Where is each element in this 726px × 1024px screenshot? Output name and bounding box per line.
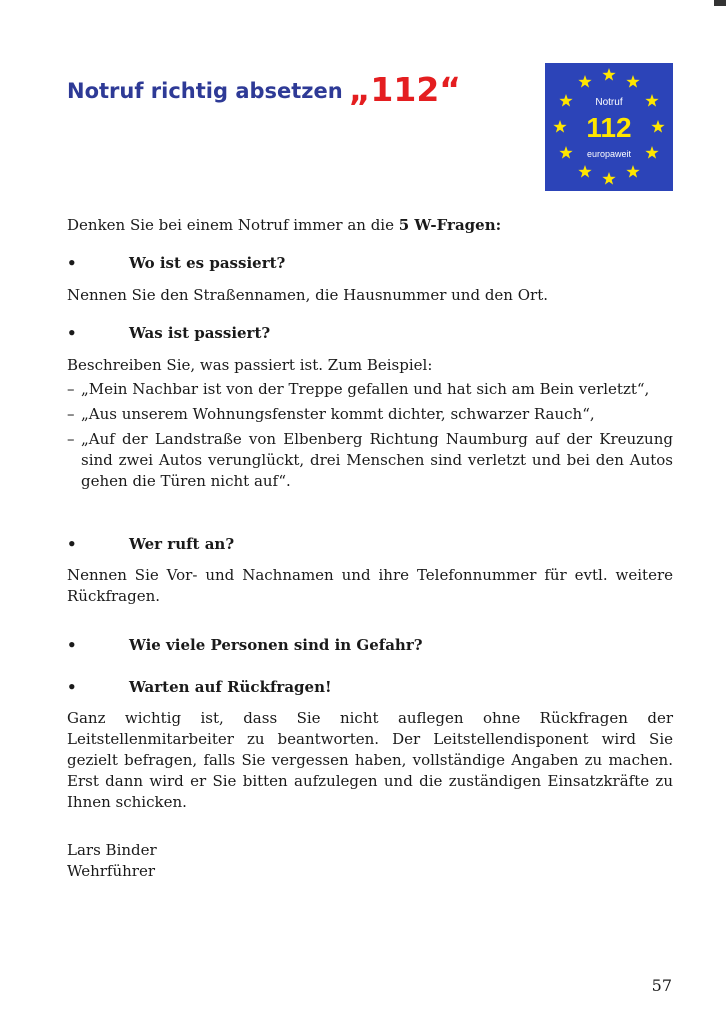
bullet-dot-icon: • bbox=[67, 324, 77, 342]
heading-wo: Wo ist es passiert? bbox=[129, 254, 286, 272]
scan-corner-mark bbox=[714, 0, 726, 6]
list-item: – „Aus unserem Wohnungsfenster kommt dichter, schwarzer Rauch“, bbox=[67, 404, 673, 425]
text-wer: Nennen Sie Vor- und Nachnamen und ihre Telefonnummer für evtl. weitere Rückfragen. bbox=[67, 566, 673, 605]
examples-list bbox=[67, 379, 673, 492]
page-title-text: Notruf richtig absetzen bbox=[67, 79, 343, 103]
signature bbox=[67, 840, 157, 882]
bullet-dot-icon: • bbox=[67, 636, 77, 654]
emblem-line1: Notruf bbox=[595, 97, 623, 108]
intro-text-main: Denken Sie bei einem Notruf immer an die bbox=[67, 216, 399, 234]
signature-role: Wehrführer bbox=[67, 862, 155, 880]
signature-name: Lars Binder bbox=[67, 841, 157, 859]
emblem-line3: europaweit bbox=[586, 149, 632, 159]
heading-warten: Warten auf Rückfragen! bbox=[129, 678, 332, 696]
heading-wieviele: Wie viele Personen sind in Gefahr? bbox=[129, 636, 423, 654]
intro-text bbox=[67, 215, 501, 236]
bullet-dot-icon: • bbox=[67, 678, 77, 696]
heading-wer: Wer ruft an? bbox=[129, 535, 235, 553]
text-was: Beschreiben Sie, was passiert ist. Zum Beispiel: bbox=[67, 356, 433, 374]
bullet-dot-icon: • bbox=[67, 254, 77, 272]
emergency-112-emblem bbox=[545, 63, 673, 191]
bullet-dot-icon: • bbox=[67, 535, 77, 553]
text-wo: Nennen Sie den Straßennamen, die Hausnummer und den Ort. bbox=[67, 286, 549, 304]
text-warten: Ganz wichtig ist, dass Sie nicht auflegen ohne Rückfragen der Leitstellenmitarbeiter zu beantworten. Der Leitstellendisponent wird Sie gezielt befragen, falls Sie vergessen haben, vollständige Angaben zu machen. Erst dann wird er Sie bitten aufzulegen und die zuständigen Einsatzkräfte zu Ihnen schicken. bbox=[67, 709, 673, 811]
page-number: 57 bbox=[651, 976, 672, 995]
list-item: – „Auf der Landstraße von Elbenberg Richtung Naumburg auf der Kreuzung sind zwei Autos verunglückt, drei Menschen sind verletzt und bei den Autos gehen die Türen nicht auf“. bbox=[67, 429, 673, 492]
page-title bbox=[67, 70, 461, 109]
intro-emphasis: 5 W-Fragen: bbox=[398, 216, 502, 234]
page-title-number: „112“ bbox=[348, 70, 461, 109]
emblem-number: 112 bbox=[586, 112, 632, 143]
list-item: – „Mein Nachbar ist von der Treppe gefallen und hat sich am Bein verletzt“, bbox=[67, 379, 673, 400]
heading-was: Was ist passiert? bbox=[129, 324, 271, 342]
